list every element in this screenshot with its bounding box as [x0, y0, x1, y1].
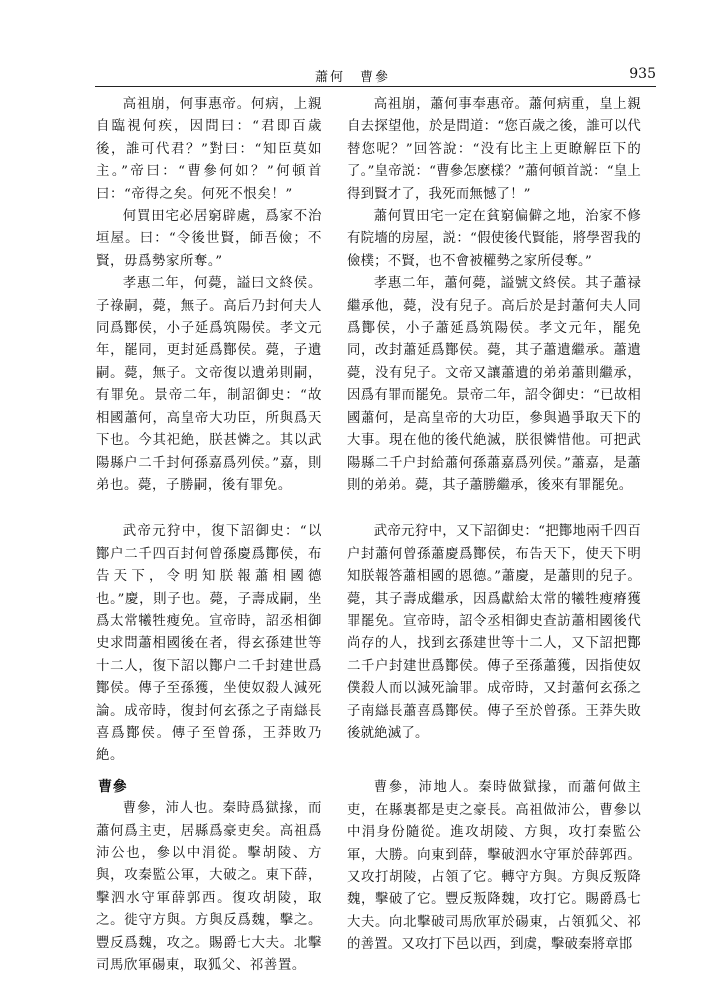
classical-paragraph: 曹參，沛人也。秦時爲獄掾，而蕭何爲主吏，居縣爲豪吏矣。高祖爲沛公也，參以中涓從。擊胡陵、方與，攻秦監公軍，大破之。東下薛，擊泗水守軍薛郭西。復攻胡陵，取之。徙守方與。方與反爲魏，擊之。豐反爲魏，攻之。賜爵七大夫。北擊司馬欣軍碭東，取狐父、祁善置。 [96, 801, 322, 974]
translation-paragraph: 曹參，沛地人。秦時做獄掾，而蕭何做主吏，在縣裏都是吏之豪長。高祖做沛公，曹參以中涓身份隨從。進攻胡陵、方與，攻打秦監公軍，大勝。向東到薛，擊破泗水守軍於薛郭西。又攻打胡陵，占領了它。轉守方與。方與反叛降魏，擊破了它。豐反叛降魏，攻打它。賜爵爲七大夫。向北擊破司馬欣軍於碭東，占領狐父、祁的善置。又攻打下邑以西，到虞，擊破秦將章邯 [347, 780, 641, 953]
translation-paragraph: 武帝元狩中，又下詔御史：“把酇地兩千四百户封蕭何曾孫蕭慶爲酇侯，布告天下，使天下明知朕報答蕭相國的恩德。”蕭慶，是蕭則的兒子。薨，其子壽成繼承，因爲獻給太常的犧牲瘦瘠獲罪罷免。宣帝時，詔令丞相御史查訪蕭相國後代尚存的人，找到玄孫建世等十二人，又下詔把酇二千户封建世爲酇侯。傳子至孫蕭獲，因指使奴僕殺人而以減死論罪。成帝時，又封蕭何玄孫之子南䜌長蕭喜爲酇侯。傳子至於曾孫。王莽失敗後就絶滅了。 [347, 524, 641, 741]
classical-paragraph: 高祖崩，何事惠帝。何病，上親自臨視何疾，因問曰：“君即百歲後，誰可代君？”對曰：“知臣莫如主。”帝曰：“曹參何如？”何頓首曰：“帝得之矣。何死不恨矣！” [96, 97, 322, 202]
section-heading: 曹參 [98, 778, 128, 795]
running-title: 蕭何 曹參 [315, 70, 391, 85]
header-rule [95, 86, 656, 87]
classical-text-column [96, 94, 322, 977]
page-header [95, 66, 656, 84]
translation-column [347, 94, 641, 957]
page-number: 935 [629, 66, 656, 82]
section-spacer [347, 745, 641, 777]
classical-paragraph: 孝惠二年，何薨，謚曰文終侯。子祿嗣，薨，無子。高后乃封何夫人同爲酇侯，小子延爲筑陽侯。孝文元年，罷同，更封延爲酇侯。薨，子遺嗣。薨，無子。文帝復以遺弟則嗣，有罪免。景帝二年，制詔御史：“故相國蕭何，高皇帝大功臣，所與爲天下也。今其祀絶，朕甚憐之。其以武陽縣户二千封何孫嘉爲列侯。”嘉，則弟也。薨，子勝嗣，後有罪免。 [96, 276, 322, 493]
translation-paragraph: 孝惠二年，蕭何薨，謚號文終侯。其子蕭禄繼承他，薨，没有兒子。高后於是封蕭何夫人同爲酇侯，小子蕭延爲筑陽侯。孝文元年，罷免同，改封蕭延爲酇侯。薨，其子蕭遺繼承。蕭遺薨，没有兒子。文帝又讓蕭遺的弟弟蕭則繼承，因爲有罪而罷免。景帝二年，詔令御史：“已故相國蕭何，是高皇帝的大功臣，參與過爭取天下的大事。現在他的後代絶滅，朕很憐惜他。可把武陽縣二千户封給蕭何孫蕭嘉爲列侯。”蕭嘉，是蕭則的弟弟。薨，其子蕭勝繼承，後來有罪罷免。 [347, 276, 641, 493]
translation-paragraph: 高祖崩，蕭何事奉惠帝。蕭何病重，皇上親自去探望他，於是問道：“您百歲之後，誰可以代替您呢？”回答說：“没有比主上更瞭解臣下的了。”皇帝説：“曹參怎麽樣？”蕭何頓首説：“皇上得到賢才了，我死而無憾了！” [347, 97, 641, 202]
classical-paragraph: 何買田宅必居窮辟處，爲家不治垣屋。曰：“令後世賢，師吾儉；不賢，毋爲勢家所奪。” [96, 209, 322, 269]
translation-paragraph: 蕭何買田宅一定在貧窮偏僻之地，治家不修有院墻的房屋，説：“假使後代賢能，將學習我的儉樸；不賢，也不會被權勢之家所侵奪。” [347, 209, 641, 269]
classical-paragraph: 武帝元狩中，復下詔御史：“以酇户二千四百封何曾孫慶爲酇侯，布告天下，令明知朕報蕭相國德也。”慶，則子也。薨，子壽成嗣，坐爲太常犧牲瘦免。宣帝時，詔丞相御史求問蕭相國後在者，得玄孫建世等十二人，復下詔以酇户二千封建世爲酇侯。傳子至孫獲，坐使奴殺人減死論。成帝時，復封何玄孫之子南䜌長喜爲酇侯。傳子至曾孫，王莽敗乃絶。 [96, 524, 322, 764]
